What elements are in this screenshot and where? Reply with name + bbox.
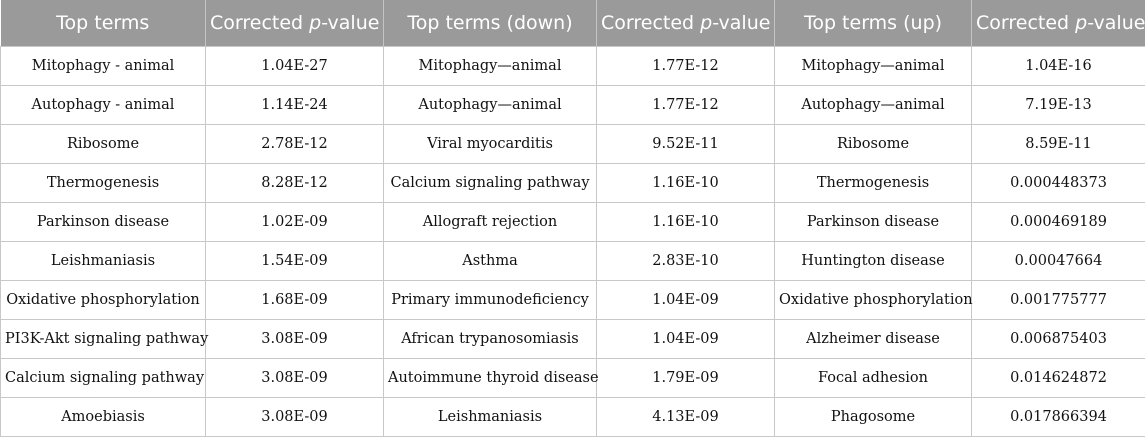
term-up-cell: Huntington disease	[775, 242, 972, 281]
term-cell: Leishmaniasis	[1, 242, 206, 281]
p-value-up-cell: 0.017866394	[972, 398, 1145, 437]
p-value-cell: 1.54E-09	[206, 242, 384, 281]
header-top-terms-down: Top terms (down)	[384, 0, 597, 47]
term-down-cell: Primary immunodeficiency	[384, 281, 597, 320]
table-body	[1, 47, 1145, 437]
table-row	[1, 320, 1145, 359]
p-value-down-cell: 1.77E-12	[597, 86, 775, 125]
term-up-cell: Mitophagy—animal	[775, 47, 972, 86]
table-row	[1, 398, 1145, 437]
p-value-down-cell: 9.52E-11	[597, 125, 775, 164]
term-cell: PI3K-Akt signaling pathway	[1, 320, 206, 359]
table-row	[1, 86, 1145, 125]
header-corrected-p-value: Corrected p-value	[206, 0, 384, 47]
term-down-cell: Autophagy—animal	[384, 86, 597, 125]
p-value-cell: 8.28E-12	[206, 164, 384, 203]
p-value-up-cell: 0.000469189	[972, 203, 1145, 242]
p-value-up-cell: 0.000448373	[972, 164, 1145, 203]
p-value-down-cell: 1.04E-09	[597, 281, 775, 320]
term-cell: Calcium signaling pathway	[1, 359, 206, 398]
p-value-cell: 1.14E-24	[206, 86, 384, 125]
term-up-cell: Parkinson disease	[775, 203, 972, 242]
p-value-cell: 1.04E-27	[206, 47, 384, 86]
term-up-cell: Focal adhesion	[775, 359, 972, 398]
table-header-row	[1, 0, 1145, 47]
term-down-cell: Autoimmune thyroid disease	[384, 359, 597, 398]
term-down-cell: Asthma	[384, 242, 597, 281]
term-up-cell: Alzheimer disease	[775, 320, 972, 359]
term-cell: Amoebiasis	[1, 398, 206, 437]
p-value-cell: 3.08E-09	[206, 320, 384, 359]
p-value-down-cell: 2.83E-10	[597, 242, 775, 281]
p-value-down-cell: 1.16E-10	[597, 164, 775, 203]
term-up-cell: Ribosome	[775, 125, 972, 164]
p-value-cell: 3.08E-09	[206, 398, 384, 437]
term-cell: Thermogenesis	[1, 164, 206, 203]
table-row	[1, 203, 1145, 242]
term-down-cell: Calcium signaling pathway	[384, 164, 597, 203]
p-value-up-cell: 1.04E-16	[972, 47, 1145, 86]
term-up-cell: Autophagy—animal	[775, 86, 972, 125]
p-value-cell: 1.68E-09	[206, 281, 384, 320]
p-value-up-cell: 8.59E-11	[972, 125, 1145, 164]
table-row	[1, 125, 1145, 164]
term-up-cell: Phagosome	[775, 398, 972, 437]
header-top-terms: Top terms	[1, 0, 206, 47]
term-cell: Autophagy - animal	[1, 86, 206, 125]
p-value-up-cell: 0.006875403	[972, 320, 1145, 359]
p-value-down-cell: 4.13E-09	[597, 398, 775, 437]
p-value-cell: 1.02E-09	[206, 203, 384, 242]
header-corrected-p-value-up: Corrected p-value	[972, 0, 1145, 47]
term-down-cell: African trypanosomiasis	[384, 320, 597, 359]
term-cell: Oxidative phosphorylation	[1, 281, 206, 320]
term-down-cell: Mitophagy—animal	[384, 47, 597, 86]
table-row	[1, 281, 1145, 320]
term-cell: Ribosome	[1, 125, 206, 164]
p-value-down-cell: 1.16E-10	[597, 203, 775, 242]
term-up-cell: Oxidative phosphorylation	[775, 281, 972, 320]
header-corrected-p-value-down: Corrected p-value	[597, 0, 775, 47]
term-cell: Parkinson disease	[1, 203, 206, 242]
term-up-cell: Thermogenesis	[775, 164, 972, 203]
table-row	[1, 242, 1145, 281]
p-value-up-cell: 0.00047664	[972, 242, 1145, 281]
p-value-up-cell: 0.001775777	[972, 281, 1145, 320]
p-value-down-cell: 1.77E-12	[597, 47, 775, 86]
p-value-down-cell: 1.04E-09	[597, 320, 775, 359]
header-top-terms-up: Top terms (up)	[775, 0, 972, 47]
p-value-up-cell: 0.014624872	[972, 359, 1145, 398]
table-row	[1, 164, 1145, 203]
term-down-cell: Leishmaniasis	[384, 398, 597, 437]
term-cell: Mitophagy - animal	[1, 47, 206, 86]
term-down-cell: Viral myocarditis	[384, 125, 597, 164]
p-value-down-cell: 1.79E-09	[597, 359, 775, 398]
p-value-up-cell: 7.19E-13	[972, 86, 1145, 125]
table-row	[1, 47, 1145, 86]
table-row	[1, 359, 1145, 398]
term-down-cell: Allograft rejection	[384, 203, 597, 242]
p-value-cell: 3.08E-09	[206, 359, 384, 398]
p-value-cell: 2.78E-12	[206, 125, 384, 164]
